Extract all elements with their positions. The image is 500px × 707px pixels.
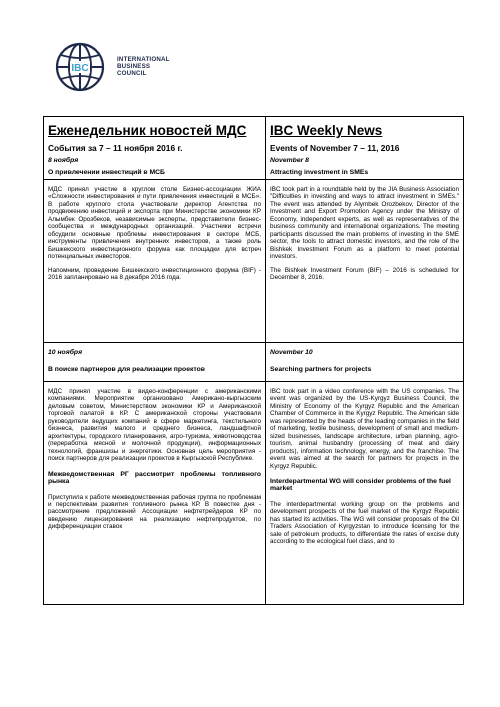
right-s2-heading-2: Interdepartmental WG will consider problems of the fuel market [270, 477, 451, 492]
logo-mark-text: IBC [71, 63, 89, 74]
left-title: Еженедельник новостей МДС [48, 123, 247, 138]
left-s2-header-cell [44, 343, 266, 382]
right-s2-cell [266, 382, 464, 605]
left-s2-paragraph-2: Приступила к работе межведомственная рабочая группа по проблемам и перспективам развития топливного рынка КР. В повестке дня - рассмотрение предложений Ассоциации нефтетрейдеров КР по введению лицензирования на реализацию нефтепродуктов, по дифференциации ставок [48, 493, 261, 531]
section2-row [44, 382, 464, 605]
left-s1-heading: О привлечении инвестиций в МСБ [48, 169, 165, 176]
left-s2-heading: В поиске партнеров для реализации проектов [48, 366, 205, 373]
right-subtitle: Events of November 7 – 11, 2016 [270, 143, 400, 153]
right-s2-paragraph: IBC took part in a video conference with the US companies. The event was organized by the US-Kyrgyz Business Council, the Ministry of Economy of the Kyrgyz Republic and the American Chamber of Commerce in the Kyrgyz Republic. The American side was represented by the heads of the leading companies in the field of marketing, textile business, development of small and medium-sized businesses, landscape architecture, urban planning, agro-tourism, animal husbandry (processing of meat and dairy products), information technology, energy, and the franchise. The event was aimed at the search for partners for projects in the Kyrgyz Republic. [270, 388, 459, 470]
left-subtitle: События за 7 – 11 ноября 2016 г. [48, 143, 183, 153]
section1-row [44, 180, 464, 343]
logo-line: COUNCIL [117, 70, 147, 78]
right-s1-date: November 8 [270, 157, 309, 164]
left-s1-paragraph: МДС принял участие в круглом столе Бизнес-ассоциации ЖИА «Сложности инвестирования и пути привлечения инвестиций в МСБ». В работе круглого стола участвовали директор Агентства по продвижению инвестиций и экспорта при Министерстве экономики КР Алымбек Орозбеков, независимые эксперты, представители бизнес-сообщества и международных организаций. Участники встречи обсудили основные проблемы инвестирования в секторе МСБ, инструменты привлечения внутренних инвесторов, а также роль Бишкекского инвестиционного форума как площадки для встреч потенциальных инвесторов. [48, 186, 261, 261]
left-s2-paragraph: МДС принял участие в видео-конференции с американскими компаниями. Мероприятие организовано Американо-кыргызским деловым советом, Министерством экономики КР и Американской торговой палатой в КР. С американской стороны участвовали руководители ведущих компаний в сфере маркетинга, текстильного бизнеса, развития малого и среднего бизнеса, ландшафтной архитектуры, городского планирования, агро-туризма, животноводства (переработка мясной и молочной продукции), информационных технологий, франшизы и энергетики. Основная цель мероприятия - поиск партнеров для реализации проектов в Кыргызской Республике. [48, 388, 261, 463]
logo-line: BUSINESS [117, 63, 151, 71]
left-s1-paragraph-2: Напомним, проведение Бишкекского инвестиционного форума (BIF) - 2016 запланировано на 8 декабря 2016 года. [48, 266, 261, 281]
left-s1-date: 8 ноября [48, 157, 79, 164]
right-s1-paragraph: IBC took part in a roundtable held by the JIA Business Association "Difficulties in investing and ways to attract investment in SMEs." The event was attended by Alymbek Orozbekov, Director of the Investment and Export Promotion Agency under the Ministry of Economy, independent experts, as well as representatives of the business community and international organizations. The meeting participants discussed the main problems of investing in the SME sector, the tools to attract domestic investors, and the role of the Bishkek Investment Forum as a platform to meet potential investors. [270, 186, 459, 261]
left-header-cell [44, 117, 266, 180]
globe-icon [55, 42, 105, 92]
right-s2-heading: Searching partners for projects [270, 366, 372, 373]
news-table [43, 116, 464, 605]
right-s2-paragraph-2: The interdepartmental working group on the problems and development prospects of the fuel market of the Kyrgyz Republic has started its activities. The WG will consider proposals of the Oil Traders Association of Kyrgyzstan to introduce licensing for the sale of petroleum products, to differentiate the rates of excise duty according to the ecological fuel class, and to [270, 500, 459, 546]
left-s2-heading-2: Межведомственная РГ рассмотрит проблемы топливного рынка [48, 470, 261, 485]
right-s2-header-cell [266, 343, 464, 382]
logo-line: INTERNATIONAL [117, 56, 170, 63]
right-header-cell [266, 117, 464, 180]
ibc-logo [55, 42, 215, 92]
logo-wordmark [117, 56, 170, 78]
right-s1-cell [266, 180, 464, 343]
right-s1-heading: Attracting investment in SMEs [270, 169, 369, 176]
right-s2-date: November 10 [270, 349, 313, 356]
section2-header-row [44, 343, 464, 382]
left-s1-cell [44, 180, 266, 343]
right-title: IBC Weekly News [270, 123, 383, 138]
left-s2-cell [44, 382, 266, 605]
left-s2-date: 10 ноября [48, 349, 83, 356]
header-row [44, 117, 464, 180]
right-s1-paragraph-2: The Bishkek Investment Forum (BIF) – 2016 is scheduled for December 8, 2016. [270, 266, 459, 281]
